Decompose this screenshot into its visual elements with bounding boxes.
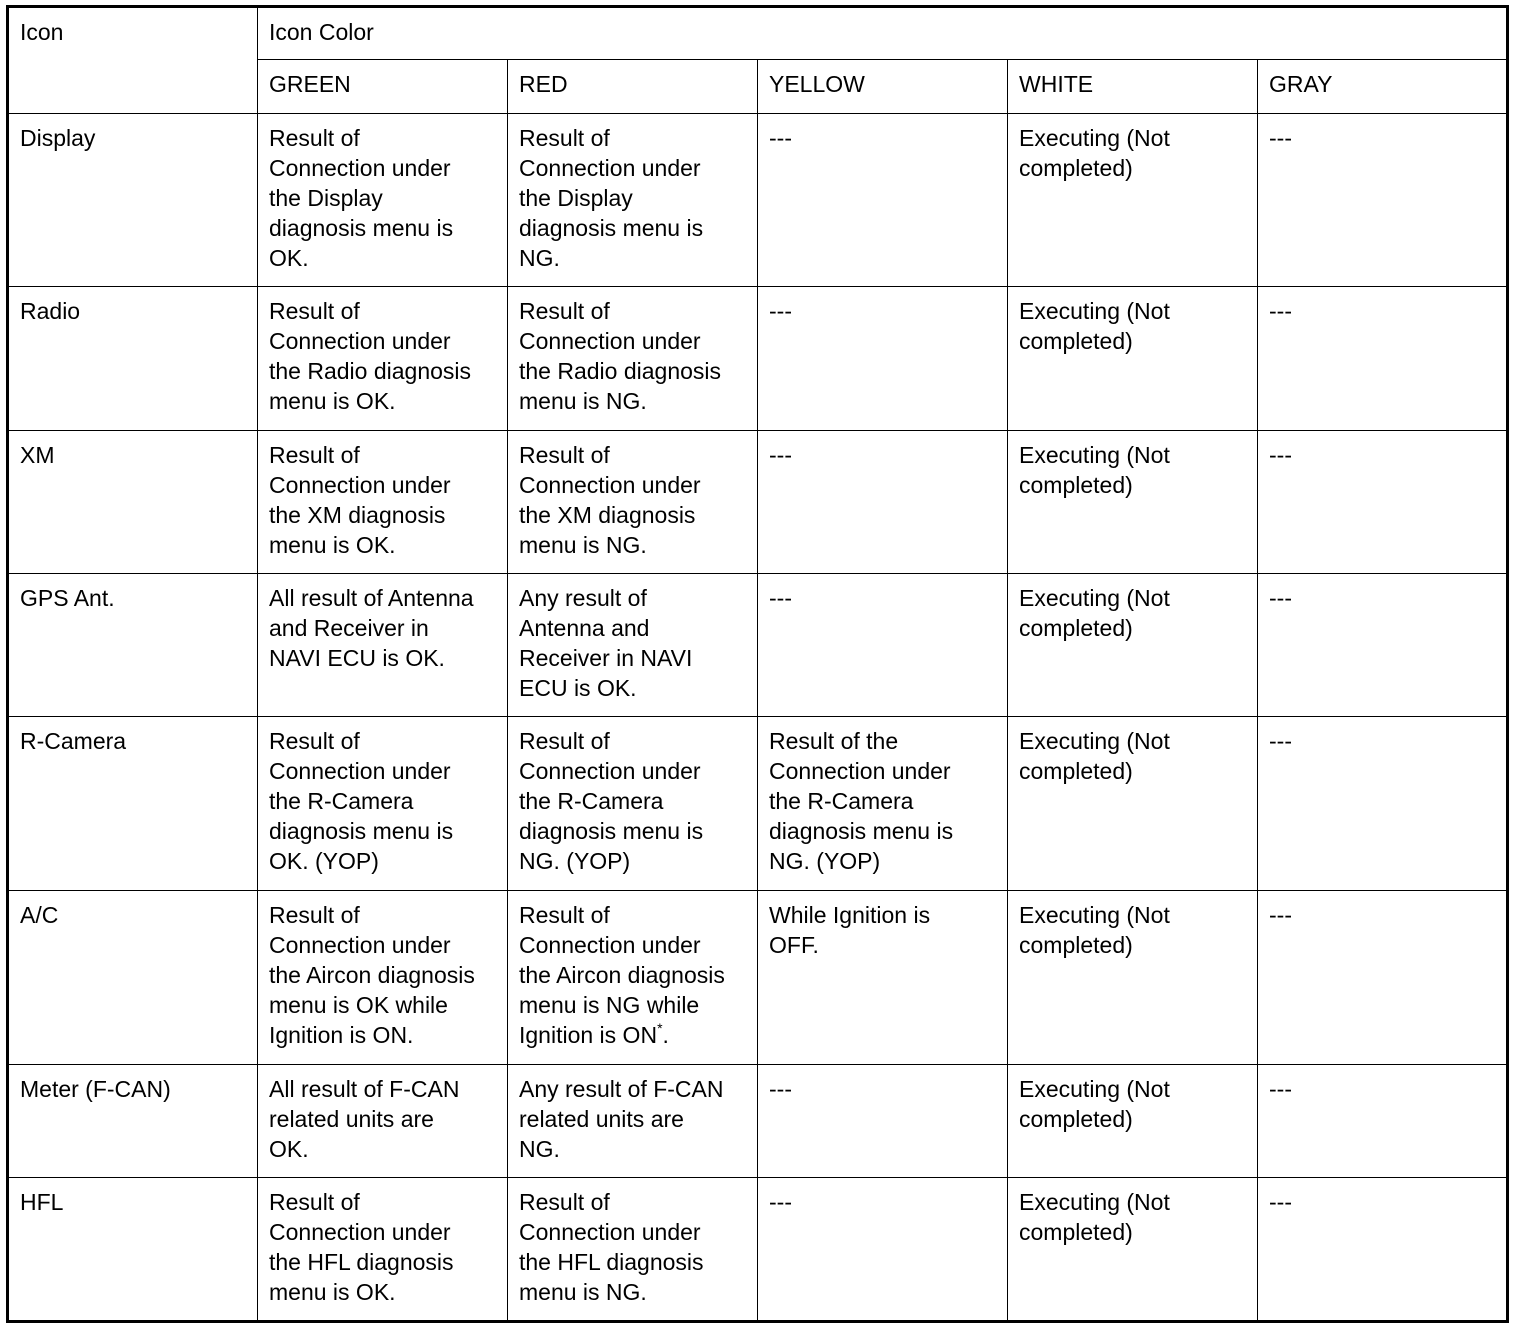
header-icon-color: Icon Color: [258, 7, 1508, 60]
gray-cell: ---: [1258, 287, 1508, 431]
green-cell: Result of Connection under the XM diagnosis menu is OK.: [258, 431, 508, 574]
green-cell: Result of Connection under the Aircon diagnosis menu is OK while Ignition is ON.: [258, 891, 508, 1065]
red-cell-text: Result of Connection under the Aircon diagnosis menu is NG while Ignition is ON: [519, 902, 725, 1048]
white-cell: Executing (Not completed): [1008, 891, 1258, 1065]
gray-cell: ---: [1258, 431, 1508, 574]
footnote-asterisk: *: [657, 1020, 663, 1036]
yellow-cell: ---: [758, 574, 1008, 717]
green-cell: All result of F-CAN related units are OK.: [258, 1065, 508, 1178]
gray-cell: ---: [1258, 114, 1508, 287]
white-cell: Executing (Not completed): [1008, 717, 1258, 891]
yellow-cell: ---: [758, 1065, 1008, 1178]
icon-cell: A/C: [8, 891, 258, 1065]
yellow-cell: Result of the Connection under the R-Camera diagnosis menu is NG. (YOP): [758, 717, 1008, 891]
icon-cell: HFL: [8, 1178, 258, 1322]
white-cell: Executing (Not completed): [1008, 1178, 1258, 1322]
red-cell: Result of Connection under the XM diagnosis menu is NG.: [508, 431, 758, 574]
icon-cell: Radio: [8, 287, 258, 431]
red-cell: Result of Connection under the Radio diagnosis menu is NG.: [508, 287, 758, 431]
red-cell: Any result of Antenna and Receiver in NAVI ECU is OK.: [508, 574, 758, 717]
yellow-cell: ---: [758, 1178, 1008, 1322]
green-cell: Result of Connection under the R-Camera diagnosis menu is OK. (YOP): [258, 717, 508, 891]
icon-cell: Meter (F-CAN): [8, 1065, 258, 1178]
white-cell: Executing (Not completed): [1008, 431, 1258, 574]
gray-cell: ---: [1258, 1065, 1508, 1178]
table-row-display: [8, 114, 1508, 287]
yellow-cell: ---: [758, 287, 1008, 431]
gray-cell: ---: [1258, 1178, 1508, 1322]
table-row-gps-ant: [8, 574, 1508, 717]
icon-color-table: [6, 5, 1509, 1323]
white-cell: Executing (Not completed): [1008, 1065, 1258, 1178]
table-row-ac: [8, 891, 1508, 1065]
red-cell: Any result of F-CAN related units are NG.: [508, 1065, 758, 1178]
yellow-cell: ---: [758, 114, 1008, 287]
white-cell: Executing (Not completed): [1008, 114, 1258, 287]
header-row-top: [8, 7, 1508, 60]
red-cell: [508, 891, 758, 1065]
table-row-xm: [8, 431, 1508, 574]
white-cell: Executing (Not completed): [1008, 287, 1258, 431]
header-red: RED: [508, 60, 758, 114]
header-icon: Icon: [8, 7, 258, 114]
icon-cell: Display: [8, 114, 258, 287]
white-cell: Executing (Not completed): [1008, 574, 1258, 717]
icon-cell: XM: [8, 431, 258, 574]
table-row-hfl: [8, 1178, 1508, 1322]
table-row-meter-f-can: [8, 1065, 1508, 1178]
gray-cell: ---: [1258, 717, 1508, 891]
header-gray: GRAY: [1258, 60, 1508, 114]
header-green: GREEN: [258, 60, 508, 114]
red-cell: Result of Connection under the R-Camera diagnosis menu is NG. (YOP): [508, 717, 758, 891]
green-cell: All result of Antenna and Receiver in NAVI ECU is OK.: [258, 574, 508, 717]
red-cell-period: .: [662, 1022, 669, 1048]
icon-cell: R-Camera: [8, 717, 258, 891]
gray-cell: ---: [1258, 891, 1508, 1065]
table-row-r-camera: [8, 717, 1508, 891]
red-cell: Result of Connection under the Display diagnosis menu is NG.: [508, 114, 758, 287]
gray-cell: ---: [1258, 574, 1508, 717]
red-cell: Result of Connection under the HFL diagnosis menu is NG.: [508, 1178, 758, 1322]
green-cell: Result of Connection under the HFL diagnosis menu is OK.: [258, 1178, 508, 1322]
green-cell: Result of Connection under the Display diagnosis menu is OK.: [258, 114, 508, 287]
header-white: WHITE: [1008, 60, 1258, 114]
icon-cell: GPS Ant.: [8, 574, 258, 717]
table-row-radio: [8, 287, 1508, 431]
yellow-cell: While Ignition is OFF.: [758, 891, 1008, 1065]
yellow-cell: ---: [758, 431, 1008, 574]
green-cell: Result of Connection under the Radio diagnosis menu is OK.: [258, 287, 508, 431]
header-yellow: YELLOW: [758, 60, 1008, 114]
